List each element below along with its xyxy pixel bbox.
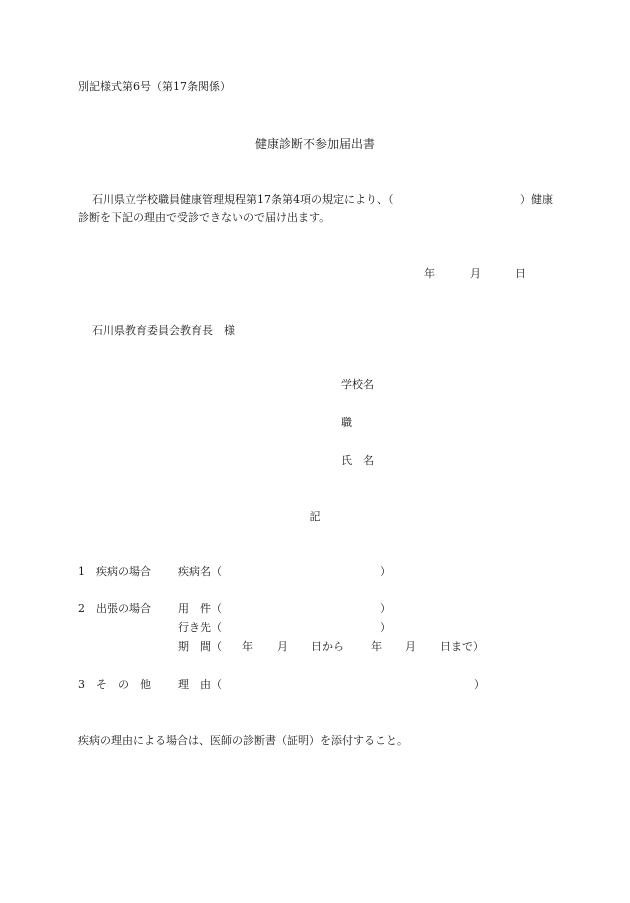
date-year: 年 — [424, 267, 435, 280]
record-heading: 記 — [309, 510, 321, 523]
period-to-month: 月 — [405, 640, 416, 653]
purpose-label: 用 件（ — [178, 602, 222, 615]
body-line1-suffix: ）健康 — [520, 193, 553, 206]
destination-close: ） — [380, 621, 391, 634]
body-line1-prefix: 石川県立学校職員健康管理規程第17条第4項の規定により、（ — [92, 193, 394, 206]
document-title: 健康診断不参加届出書 — [254, 137, 375, 151]
name-label: 氏 名 — [341, 454, 374, 467]
item-number: 1 — [78, 565, 85, 578]
body-line2: 診断を下記の理由で受診できないので届け出ます。 — [78, 211, 331, 224]
illness-name-label: 疾病名（ — [178, 565, 222, 578]
period-to-year: 年 — [371, 640, 382, 653]
item-category: 疾病の場合 — [96, 565, 151, 578]
illness-name-close: ） — [380, 565, 391, 578]
item-category: 出張の場合 — [96, 602, 151, 615]
school-name-label: 学校名 — [341, 378, 374, 391]
period-to-day: 日まで） — [440, 640, 484, 653]
item-number: 3 — [78, 678, 85, 691]
destination-label: 行き先（ — [178, 621, 222, 634]
addressee: 石川県教育委員会教育長 様 — [92, 324, 235, 337]
period-from-year: 年 — [242, 640, 253, 653]
item-category: そ の 他 — [96, 678, 151, 691]
reason-label: 理 由（ — [178, 678, 222, 691]
date-day: 日 — [515, 267, 526, 280]
reason-close: ） — [474, 678, 485, 691]
position-label: 職 — [341, 416, 352, 429]
period-label: 期 間（ — [178, 640, 222, 653]
purpose-close: ） — [380, 602, 391, 615]
period-from-month: 月 — [277, 640, 288, 653]
item-number: 2 — [78, 602, 85, 615]
attachment-note: 疾病の理由による場合は、医師の診断書（証明）を添付すること。 — [78, 734, 408, 747]
period-from-day: 日から — [311, 640, 344, 653]
date-month: 月 — [470, 267, 481, 280]
form-number: 別記様式第6号（第17条関係） — [78, 80, 231, 93]
